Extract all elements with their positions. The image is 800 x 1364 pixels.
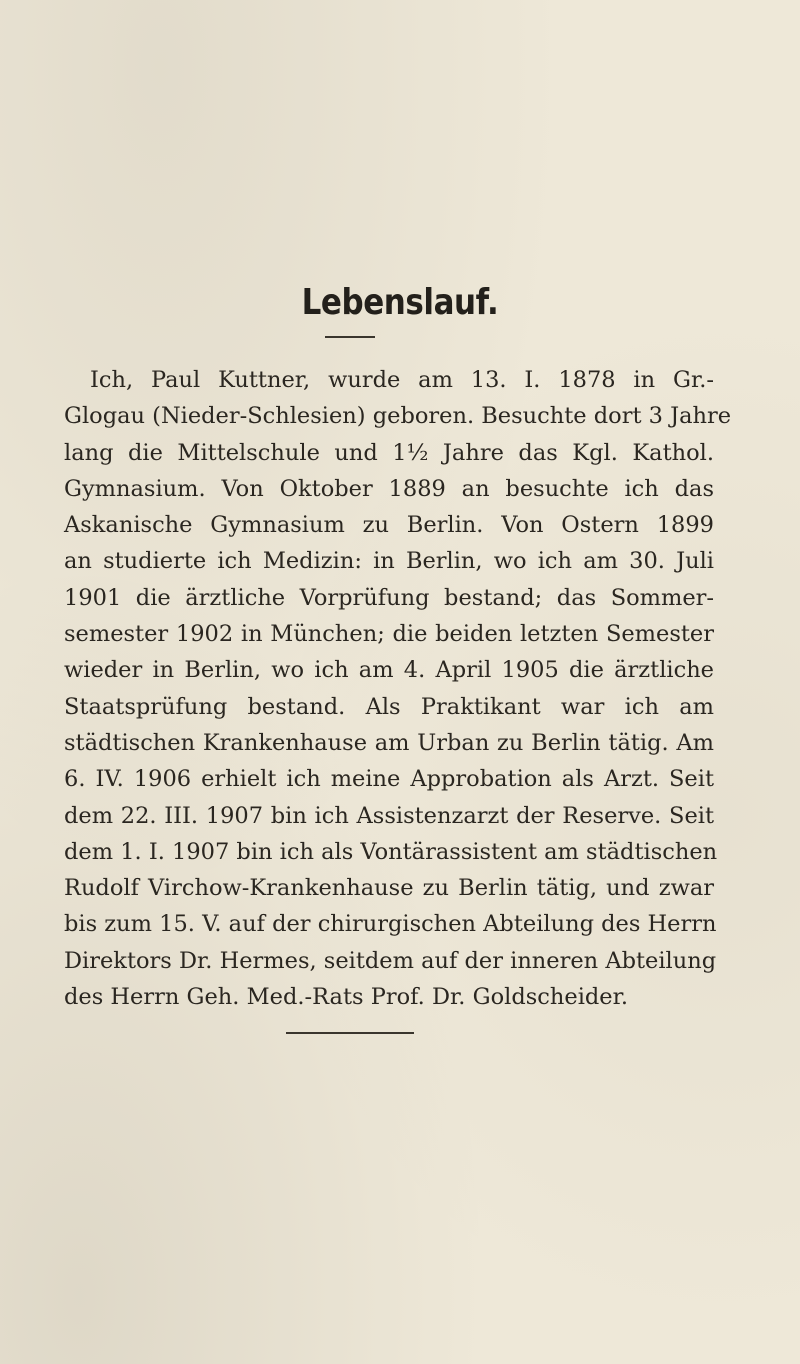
text-line: lang die Mittelschule und 1½ Jahre das Kgl. Kathol. [64,439,714,466]
document-body [64,362,732,1015]
document-title: Lebenslauf. [301,282,499,323]
text-line: Glogau (Nieder-Schlesien) geboren. Besuchte dort 3 Jahre [64,403,732,430]
text-line: Staatsprüfung bestand. Als Praktikant war ich am [64,693,714,720]
closing-rule [286,1032,414,1034]
text-line: wieder in Berlin, wo ich am 4. April 1905 die ärztliche [64,657,714,684]
text-line: Gymnasium. Von Oktober 1889 an besuchte ich das [64,475,714,502]
text-line: Askanische Gymnasium zu Berlin. Von Ostern 1899 [64,512,714,539]
text-line: städtischen Krankenhause am Urban zu Berlin tätig. Am [64,729,714,756]
text-line: dem 1. I. 1907 bin ich als Vontärassistent am städtischen [64,838,718,865]
text-line: 6. IV. 1906 erhielt ich meine Approbation als Arzt. Seit [64,766,714,793]
text-line: 1901 die ärztliche Vorprüfung bestand; das Sommer- [64,584,714,611]
text-line: semester 1902 in München; die beiden letzten Semester [64,621,714,648]
text-line: an studierte ich Medizin: in Berlin, wo ich am 30. Juli [64,548,714,575]
text-line: Rudolf Virchow-Krankenhause zu Berlin tätig, und zwar [64,875,714,902]
text-line: Direktors Dr. Hermes, seitdem auf der inneren Abteilung [64,947,717,974]
text-line: dem 22. III. 1907 bin ich Assistenzarzt der Reserve. Seit [64,802,714,829]
title-underline [325,336,375,338]
text-line: Ich, Paul Kuttner, wurde am 13. I. 1878 in Gr.- [90,367,714,393]
text-line: bis zum 15. V. auf der chirurgischen Abteilung des Herrn [64,911,717,938]
text-line: des Herrn Geh. Med.-Rats Prof. Dr. Goldscheider. [64,984,629,1011]
